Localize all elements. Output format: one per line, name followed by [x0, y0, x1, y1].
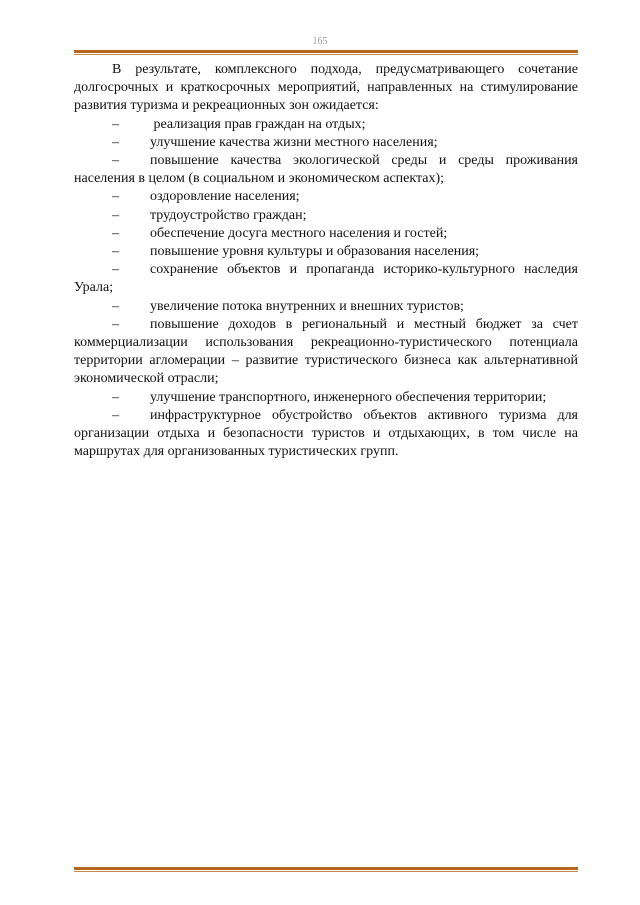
- list-item: [74, 389, 578, 407]
- list-item-dash: –: [112, 244, 119, 260]
- list-item-dash: –: [112, 207, 119, 223]
- list-item-text: трудоустройство граждан;: [150, 207, 307, 223]
- footer-rule: [74, 867, 578, 873]
- list-item: [74, 116, 578, 134]
- list-item-text: улучшение качества жизни местного населения;: [150, 134, 438, 150]
- list-item-dash: –: [112, 316, 119, 332]
- body-text: [74, 61, 578, 461]
- list-item-dash: –: [112, 189, 119, 205]
- list-item-dash: –: [112, 153, 119, 169]
- list-item-dash: –: [112, 298, 119, 314]
- list-item: [74, 261, 578, 297]
- footer-rule-thin-line: [74, 871, 578, 872]
- list-item-text: повышение доходов в региональный и местный бюджет за счет коммерциализации использования рекреационно-туристического потенциала территории агломерации – развитие туристического бизнеса как альтернативной экономической отрасли;: [74, 316, 578, 387]
- list-item-text: повышение уровня культуры и образования населения;: [150, 244, 480, 260]
- list-item: [74, 152, 578, 188]
- list-item-text: обеспечение досуга местного населения и гостей;: [150, 225, 448, 241]
- list-item-dash: –: [112, 116, 119, 132]
- footer-rule-thick-line: [74, 867, 578, 870]
- list-item: [74, 188, 578, 206]
- list-item-text: реализация прав граждан на отдых;: [150, 116, 366, 132]
- list-item: [74, 207, 578, 225]
- list-item-dash: –: [112, 389, 119, 405]
- intro-paragraph: В результате, комплексного подхода, предусматривающего сочетание долгосрочных и краткосрочных мероприятий, направленных на стимулирование развития туризма и рекреационных зон ожидается:: [74, 62, 578, 114]
- list-item-text: оздоровление населения;: [150, 189, 300, 205]
- bullet-list: [74, 116, 578, 462]
- list-item-dash: –: [112, 407, 119, 423]
- page-number: 165: [312, 36, 328, 47]
- list-item: [74, 134, 578, 152]
- list-item: [74, 298, 578, 316]
- list-item-dash: –: [112, 262, 119, 278]
- list-item-text: улучшение транспортного, инженерного обеспечения территории;: [150, 389, 547, 405]
- list-item-text: инфраструктурное обустройство объектов активного туризма для организации отдыха и безопасности туристов и отдыхающих, в том числе на маршрутах для организованных туристических групп.: [74, 407, 578, 460]
- header-rule: [74, 50, 578, 56]
- header-rule-thick-line: [74, 50, 578, 53]
- list-item: [74, 225, 578, 243]
- list-item-text: повышение качества экологической среды и среды проживания населения в целом (в социальном и экономическом аспектах);: [74, 153, 578, 187]
- list-item: [74, 243, 578, 261]
- list-item-text: увеличение потока внутренних и внешних туристов;: [150, 298, 464, 314]
- list-item: [74, 316, 578, 389]
- header-rule-thin-line: [74, 54, 578, 55]
- list-item: [74, 407, 578, 462]
- list-item-dash: –: [112, 134, 119, 150]
- list-item-text: сохранение объектов и пропаганда историко-культурного наследия Урала;: [74, 262, 578, 296]
- list-item-dash: –: [112, 225, 119, 241]
